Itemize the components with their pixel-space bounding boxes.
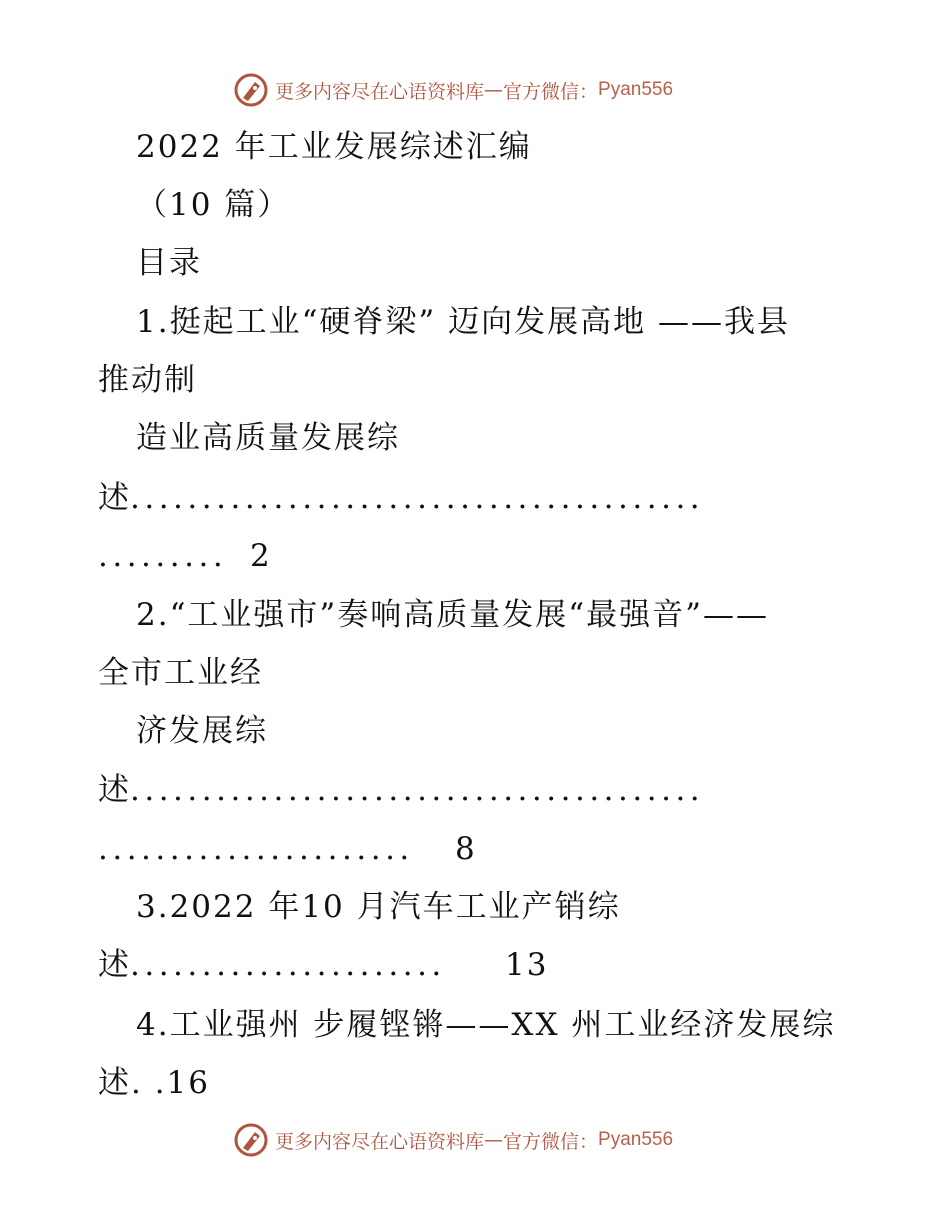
- watermark-wechat-id: Pyan556: [598, 79, 674, 100]
- toc-entry-1-line-3: 造业高质量发展综: [136, 420, 400, 456]
- toc-entry-3-line-2: 述: [98, 947, 131, 983]
- toc-entry-1-leader-dots-cont: .........: [98, 538, 228, 574]
- watermark-dash: —: [484, 79, 504, 101]
- watermark-header: [233, 70, 673, 110]
- document-title: 2022 年工业发展综述汇编: [136, 129, 532, 165]
- toc-heading: 目录: [136, 245, 202, 281]
- toc-entry-3-line-1: 3.2022 年10 月汽车工业产销综: [136, 889, 621, 925]
- toc-entry-2-leader-dots-cont: ......................: [98, 831, 414, 867]
- watermark-label: 官方微信：: [503, 80, 599, 103]
- toc-entry-2-line-4: 述: [98, 772, 131, 808]
- watermark-footer: [233, 1120, 673, 1160]
- toc-entry-1-line-1: 1.挺起工业“硬脊梁” 迈向发展高地 ——我县: [136, 304, 790, 340]
- watermark-wechat-id: Pyan556: [598, 1129, 674, 1150]
- toc-entry-3-page-number: 13: [505, 947, 549, 983]
- document-subtitle: （10 篇）: [136, 187, 291, 223]
- toc-entry-2-line-3: 济发展综: [136, 713, 268, 749]
- toc-entry-1-leader-dots: ........................................: [130, 480, 705, 516]
- toc-entry-3-leader-dots: ......................: [130, 947, 446, 983]
- toc-entry-2-page-number: 8: [455, 831, 477, 867]
- toc-entry-2-line-1: 2.“工业强市”奏响高质量发展“最强音”——: [136, 597, 769, 633]
- watermark-label: 官方微信：: [503, 1130, 599, 1153]
- toc-entry-4-line-1: 4.工业强州 步履铿锵——XX 州工业经济发展综: [136, 1007, 836, 1043]
- toc-entry-4-line-2: 述. .16: [98, 1065, 211, 1101]
- watermark-main-text: 更多内容尽在心语资料库: [275, 1130, 485, 1153]
- toc-entry-2-leader-dots: ........................................: [130, 772, 705, 808]
- watermark-dash: —: [484, 1129, 504, 1151]
- fountain-pen-logo-icon: [233, 72, 269, 108]
- toc-entry-1-page-number: 2: [250, 538, 272, 574]
- watermark-main-text: 更多内容尽在心语资料库: [275, 80, 485, 103]
- toc-entry-2-line-2: 全市工业经: [98, 655, 263, 691]
- fountain-pen-logo-icon: [233, 1122, 269, 1158]
- toc-entry-1-line-2: 推动制: [98, 362, 197, 398]
- toc-entry-1-line-4: 述: [98, 480, 131, 516]
